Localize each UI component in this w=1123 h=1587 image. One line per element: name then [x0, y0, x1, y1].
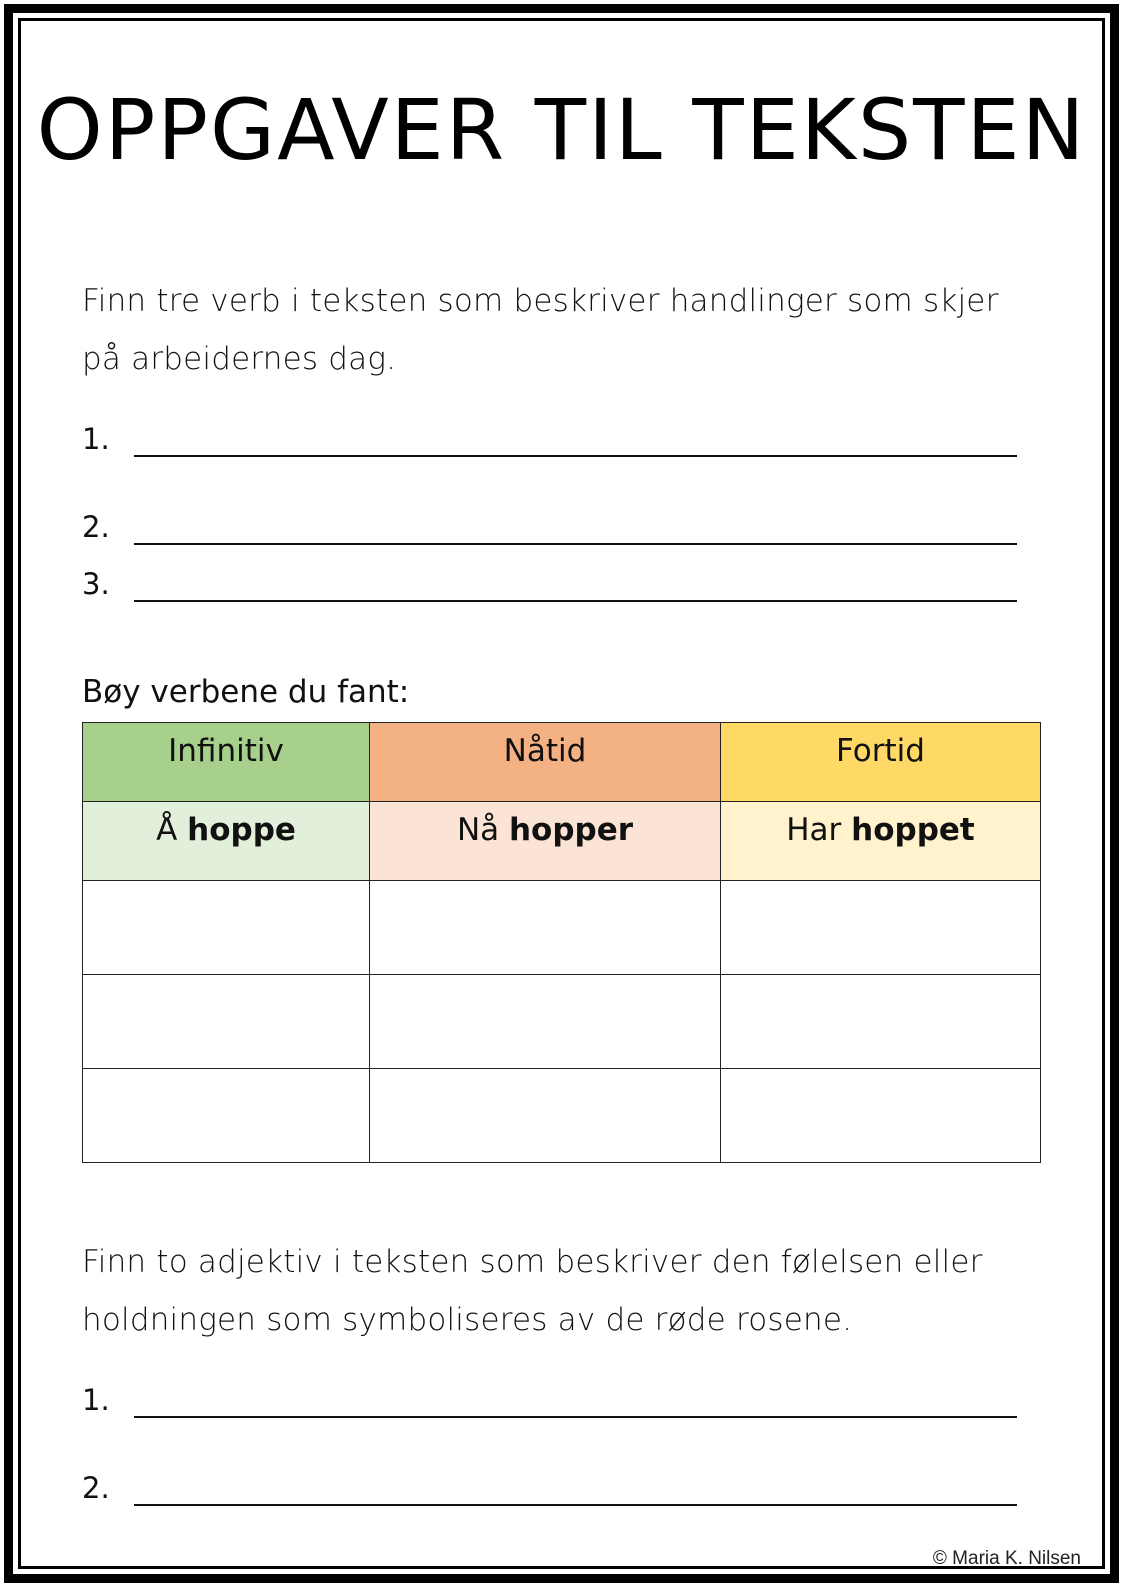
- line-number: 3.: [82, 567, 110, 601]
- example-prefix: Å: [156, 812, 178, 848]
- blank-cell[interactable]: [83, 881, 370, 975]
- copyright-notice: © Maria K. Nilsen: [932, 1548, 1081, 1569]
- blank-cell[interactable]: [83, 975, 370, 1069]
- example-prefix: Har: [786, 812, 842, 848]
- page-title: OPPGAVER TIL TEKSTEN: [36, 81, 1087, 179]
- example-infinitiv: [83, 802, 370, 881]
- blank-cell[interactable]: [370, 881, 721, 975]
- task3-answer-line-2[interactable]: [82, 1468, 1017, 1508]
- answer-rule: [134, 1416, 1017, 1418]
- example-word: hoppet: [851, 812, 975, 848]
- line-number: 2.: [82, 510, 110, 544]
- line-number: 2.: [82, 1471, 110, 1505]
- example-prefix: Nå: [456, 812, 500, 848]
- task1-answer-line-2[interactable]: [82, 507, 1017, 547]
- header-fortid: Fortid: [721, 723, 1041, 802]
- blank-cell[interactable]: [83, 1069, 370, 1163]
- example-word: hoppe: [187, 812, 296, 848]
- example-natid: [370, 802, 721, 881]
- header-infinitiv: Infinitiv: [83, 723, 370, 802]
- blank-cell[interactable]: [370, 1069, 721, 1163]
- task3-prompt: Finn to adjektiv i teksten som beskriver den følelsen eller holdningen som symboliseres av de røde rosene.: [82, 1244, 983, 1338]
- task1-prompt: Finn tre verb i teksten som beskriver handlinger som skjer på arbeidernes dag.: [82, 283, 999, 377]
- task1-answer-line-3[interactable]: [82, 564, 1017, 604]
- table-row: [83, 881, 1041, 975]
- verb-conjugation-table: [82, 722, 1041, 1163]
- table-label: Bøy verbene du fant:: [82, 674, 410, 710]
- answer-rule: [134, 455, 1017, 457]
- example-fortid: [721, 802, 1041, 881]
- example-row: [83, 802, 1041, 881]
- blank-cell[interactable]: [721, 975, 1041, 1069]
- line-number: 1.: [82, 1383, 110, 1417]
- table-header-row: [83, 723, 1041, 802]
- task1-answer-line-1[interactable]: [82, 419, 1017, 459]
- header-natid: Nåtid: [370, 723, 721, 802]
- blank-cell[interactable]: [721, 1069, 1041, 1163]
- answer-rule: [134, 1504, 1017, 1506]
- table-row: [83, 1069, 1041, 1163]
- example-word: hopper: [508, 812, 634, 848]
- answer-rule: [134, 543, 1017, 545]
- line-number: 1.: [82, 422, 110, 456]
- blank-cell[interactable]: [721, 881, 1041, 975]
- answer-rule: [134, 600, 1017, 602]
- task3-answer-line-1[interactable]: [82, 1380, 1017, 1420]
- table-row: [83, 975, 1041, 1069]
- blank-cell[interactable]: [370, 975, 721, 1069]
